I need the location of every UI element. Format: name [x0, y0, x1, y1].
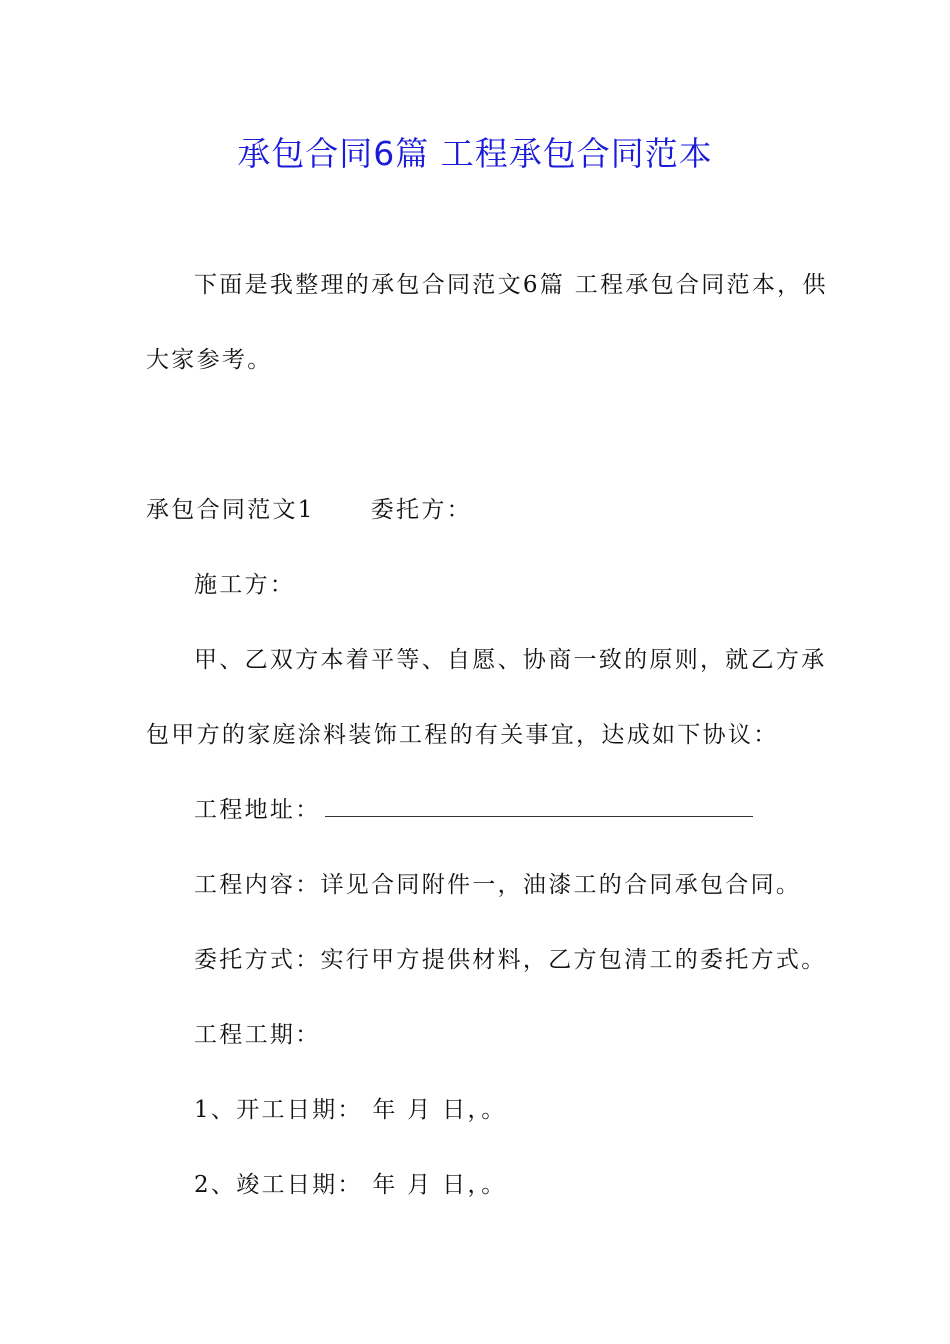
period-label: 工程工期：: [194, 1022, 321, 1048]
contractor-label: 施工方：: [194, 572, 296, 598]
section-heading-row: [146, 495, 472, 525]
end-date-line: 2、竣工日期： 年 月 日，。: [194, 1172, 507, 1198]
address-label: 工程地址：: [194, 797, 321, 823]
section-label: 承包合同范文1: [146, 497, 315, 523]
content-line: 工程内容：详见合同附件一，油漆工的合同承包合同。: [194, 872, 802, 898]
client-label: 委托方：: [370, 497, 472, 523]
agreement-para-line-1: 甲、乙双方本着平等、自愿、协商一致的原则，就乙方承: [194, 647, 827, 673]
intro-line-2: 大家参考。: [146, 347, 273, 373]
intro-line-1: 下面是我整理的承包合同范文6篇 工程承包合同范本，供: [194, 272, 828, 298]
method-line: 委托方式：实行甲方提供材料，乙方包清工的委托方式。: [194, 947, 827, 973]
document-title: 承包合同6篇 工程承包合同范本: [237, 134, 713, 173]
start-date-line: 1、开工日期： 年 月 日，。: [194, 1097, 507, 1123]
address-row: [194, 795, 753, 825]
agreement-para-line-2: 包甲方的家庭涂料装饰工程的有关事宜，达成如下协议：: [146, 722, 779, 748]
address-blank-line: [325, 796, 753, 817]
